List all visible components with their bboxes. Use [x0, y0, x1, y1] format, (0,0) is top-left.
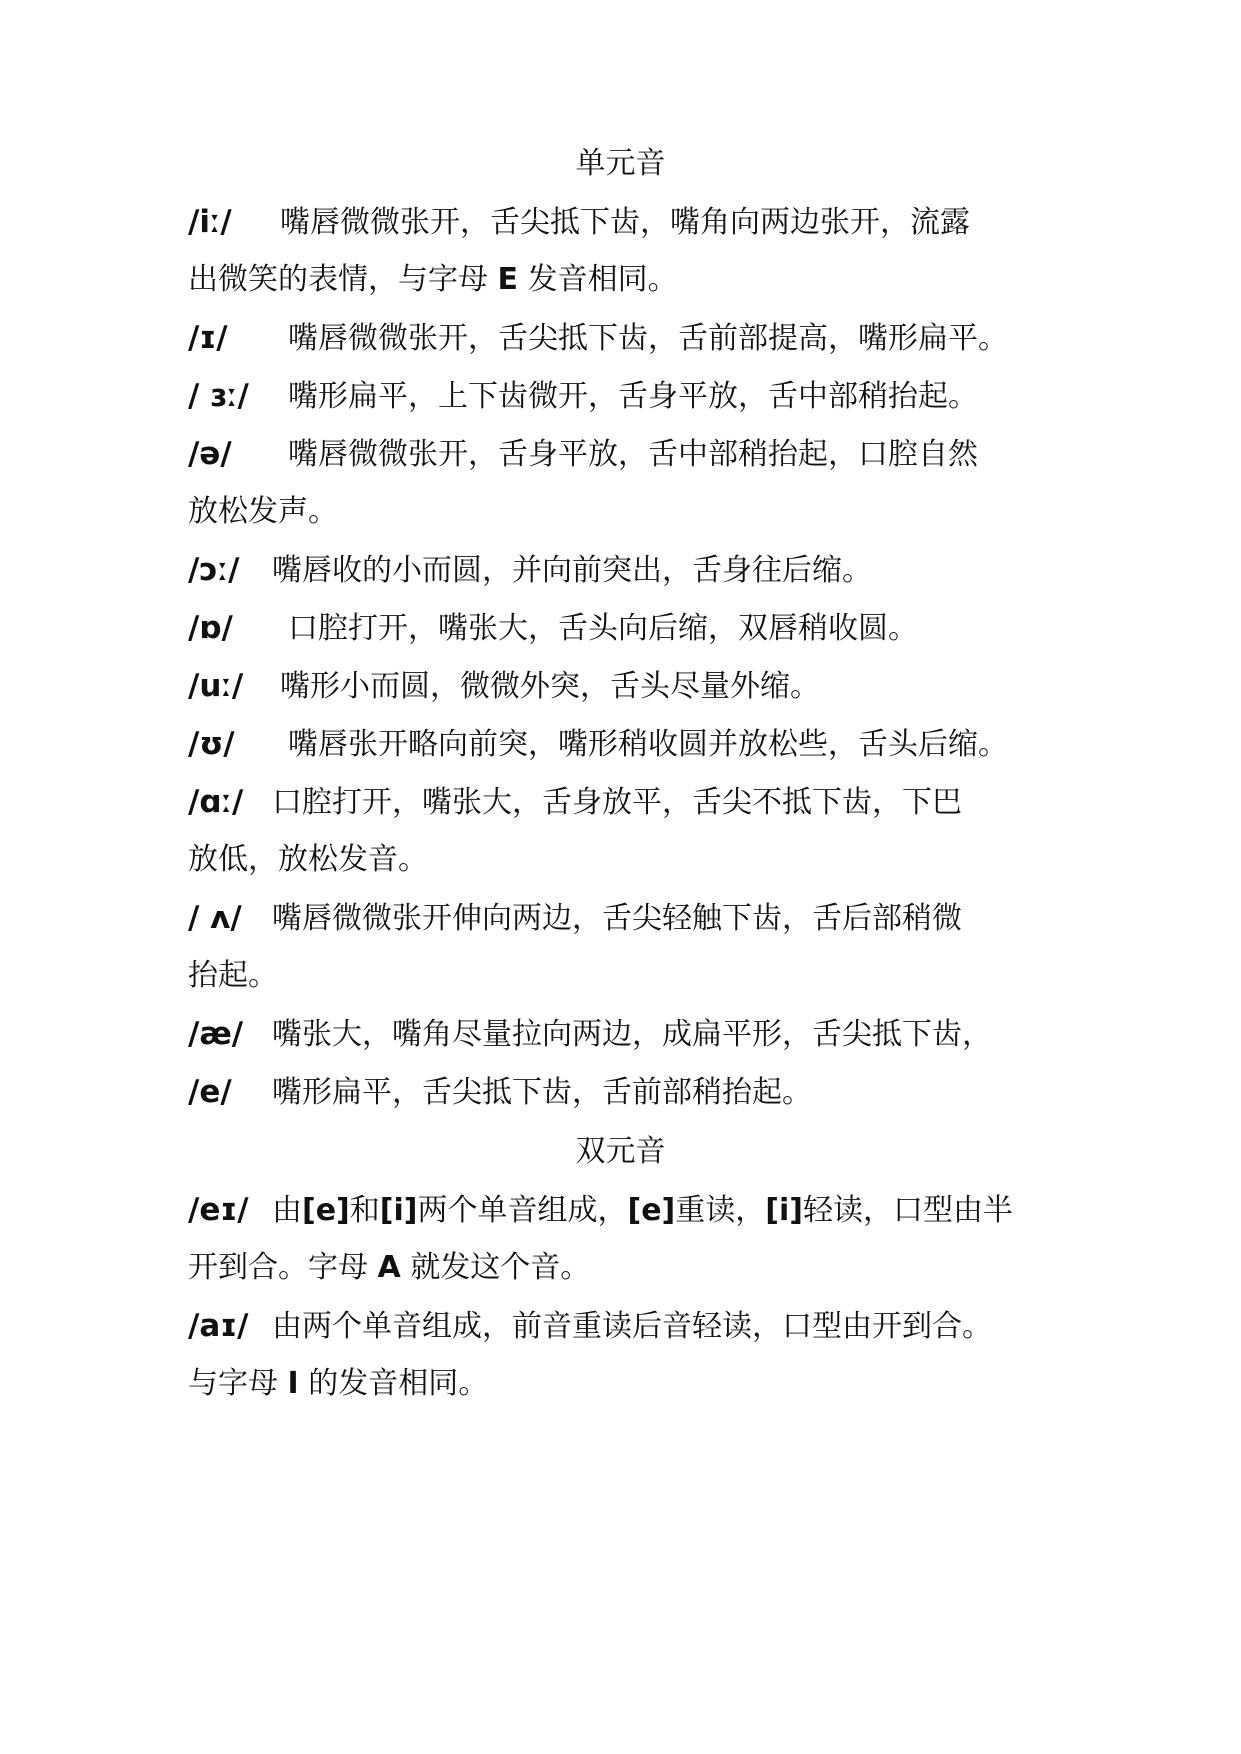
- phonetic-symbol: / ʌ/: [188, 900, 242, 936]
- entry-ash: [188, 1014, 1198, 1055]
- phonetic-symbol: /ɒ/: [188, 610, 233, 646]
- phonetic-symbol: /ɑː/: [188, 784, 244, 820]
- description: 嘴形扁平，舌尖抵下齿，舌前部稍抬起。: [272, 1075, 812, 1110]
- entry-u-short: [188, 724, 1198, 765]
- description: 嘴唇张开略向前突，嘴形稍收圆并放松些，舌头后缩。: [288, 727, 1008, 762]
- entry-i-short: [188, 318, 1198, 359]
- bracket-symbol: [e]: [302, 1193, 350, 1228]
- description: 嘴唇微微张开，舌尖抵下齿，嘴角向两边张开，流露: [280, 205, 970, 240]
- section-heading-monophthongs: 单元音: [575, 146, 666, 181]
- description: 放松发声。: [188, 494, 338, 529]
- description: 嘴形小而圆，微微外突，舌头尽量外缩。: [280, 669, 820, 704]
- entry-ei: [188, 1190, 1198, 1231]
- phonetic-symbol: /e/: [188, 1074, 232, 1110]
- entry-u-long: [188, 666, 1198, 707]
- description: 开到合。字母: [188, 1250, 368, 1285]
- entry-ei-cont: [188, 1248, 1198, 1288]
- entry-i-long-cont: [188, 260, 1198, 300]
- entry-o-short: [188, 608, 1198, 649]
- entry-a-long: [188, 782, 1198, 823]
- description: 口腔打开，嘴张大，舌身放平，舌尖不抵下齿，下巴: [272, 785, 962, 820]
- phonetic-symbol: / ɜː/: [188, 378, 249, 414]
- bracket-symbol: [i]: [765, 1193, 803, 1228]
- entry-ai: [188, 1306, 1198, 1347]
- description: 轻读，口型由半: [803, 1193, 1013, 1228]
- entry-e: [188, 1072, 1198, 1113]
- description: 和: [349, 1193, 380, 1228]
- bracket-symbol: [e]: [627, 1193, 676, 1228]
- entry-o-long: [188, 550, 1198, 591]
- description: 嘴唇收的小而圆，并向前突出，舌身往后缩。: [272, 553, 872, 588]
- entry-er-long: [188, 376, 1198, 417]
- entry-wedge: [188, 898, 1198, 939]
- entry-ai-cont: [188, 1364, 1198, 1404]
- description: 出微笑的表情，与字母: [188, 262, 488, 297]
- description: 重读，: [675, 1193, 766, 1228]
- phonetic-symbol: /ʊ/: [188, 726, 235, 762]
- bracket-symbol: [i]: [379, 1193, 418, 1228]
- entry-schwa-cont: [188, 492, 1198, 532]
- phonetic-symbol: /ɪ/: [188, 320, 228, 356]
- description: 嘴唇微微张开，舌身平放，舌中部稍抬起，口腔自然: [288, 437, 978, 472]
- letter: E: [497, 262, 519, 297]
- phonetic-symbol: /uː/: [188, 668, 244, 704]
- description: 放低，放松发音。: [188, 842, 428, 877]
- description: 由两个单音组成，前音重读后音轻读，口型由开到合。: [272, 1309, 992, 1344]
- section-heading-diphthongs: 双元音: [575, 1134, 666, 1169]
- description: 嘴唇微微张开，舌尖抵下齿，舌前部提高，嘴形扁平。: [288, 321, 1008, 356]
- entry-schwa: [188, 434, 1198, 475]
- description: 发音相同。: [527, 262, 678, 297]
- phonetic-symbol: /aɪ/: [188, 1308, 249, 1344]
- description: 就发这个音。: [410, 1250, 591, 1285]
- description: 的发音相同。: [308, 1366, 489, 1401]
- description: 抬起。: [188, 958, 278, 993]
- phonetic-symbol: /ə/: [188, 436, 232, 472]
- description: 由: [272, 1193, 302, 1228]
- letter: A: [377, 1250, 401, 1285]
- description: 嘴唇微微张开伸向两边，舌尖轻触下齿，舌后部稍微: [272, 901, 962, 936]
- phonetic-symbol: /æ/: [188, 1016, 244, 1052]
- description: 两个单音组成，: [417, 1193, 628, 1228]
- phonetic-symbol: /ɔː/: [188, 552, 240, 588]
- description: 口腔打开，嘴张大，舌头向后缩，双唇稍收圆。: [288, 611, 918, 646]
- description: 嘴形扁平，上下齿微开，舌身平放，舌中部稍抬起。: [288, 379, 978, 414]
- entry-i-long: [188, 202, 1198, 243]
- description: 与字母: [188, 1366, 278, 1401]
- description: 嘴张大，嘴角尽量拉向两边，成扁平形，舌尖抵下齿，: [272, 1017, 992, 1052]
- phonetic-symbol: /iː/: [188, 204, 232, 240]
- entry-wedge-cont: [188, 956, 1198, 996]
- phonetic-symbol: /eɪ/: [188, 1192, 249, 1228]
- entry-a-long-cont: [188, 840, 1198, 880]
- letter: I: [287, 1366, 299, 1401]
